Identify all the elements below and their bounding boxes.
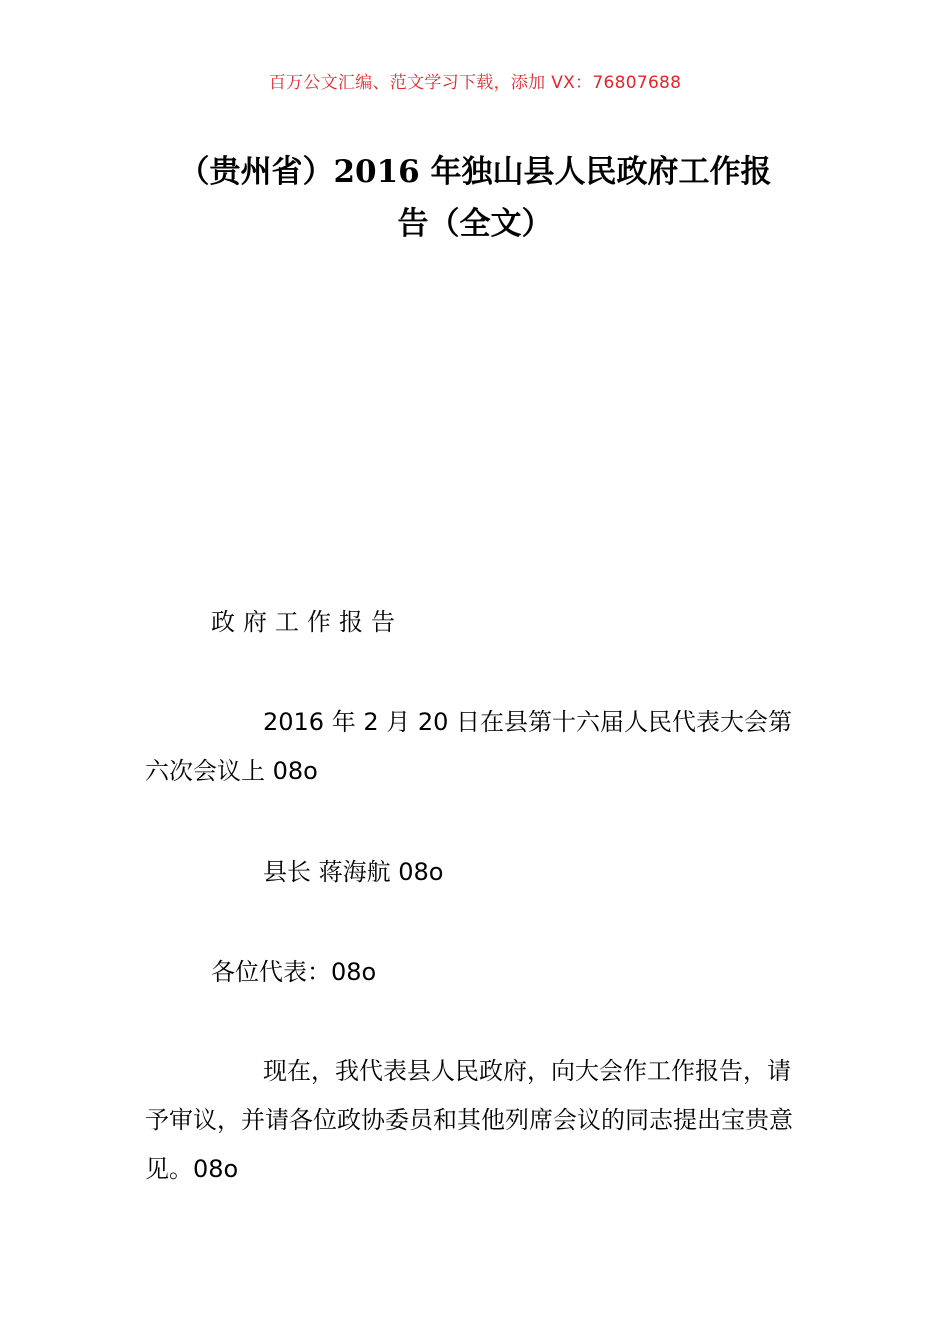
header-watermark-note: 百万公文汇编、范文学习下载，添加 VX：76807688 [268,73,682,93]
document-title [143,146,807,250]
greeting-paragraph: 各位代表：08o [211,958,377,986]
intro-paragraph: 现在，我代表县人民政府，向大会作工作报告，请予审议，并请各位政协委员和其他列席会议的同志提出宝贵意见。08o [145,1057,793,1183]
title-line-2: 告（全文） [397,206,553,242]
date-paragraph: 2016 年 2 月 20 日在县第十六届人民代表大会第六次会议上 08o [145,708,793,785]
mayor-line: 县长 蒋海航 08o [263,858,444,886]
title-line-1: （贵州省）2016 年独山县人民政府工作报 [178,154,772,190]
section-heading: 政府工作报告 [211,608,403,636]
